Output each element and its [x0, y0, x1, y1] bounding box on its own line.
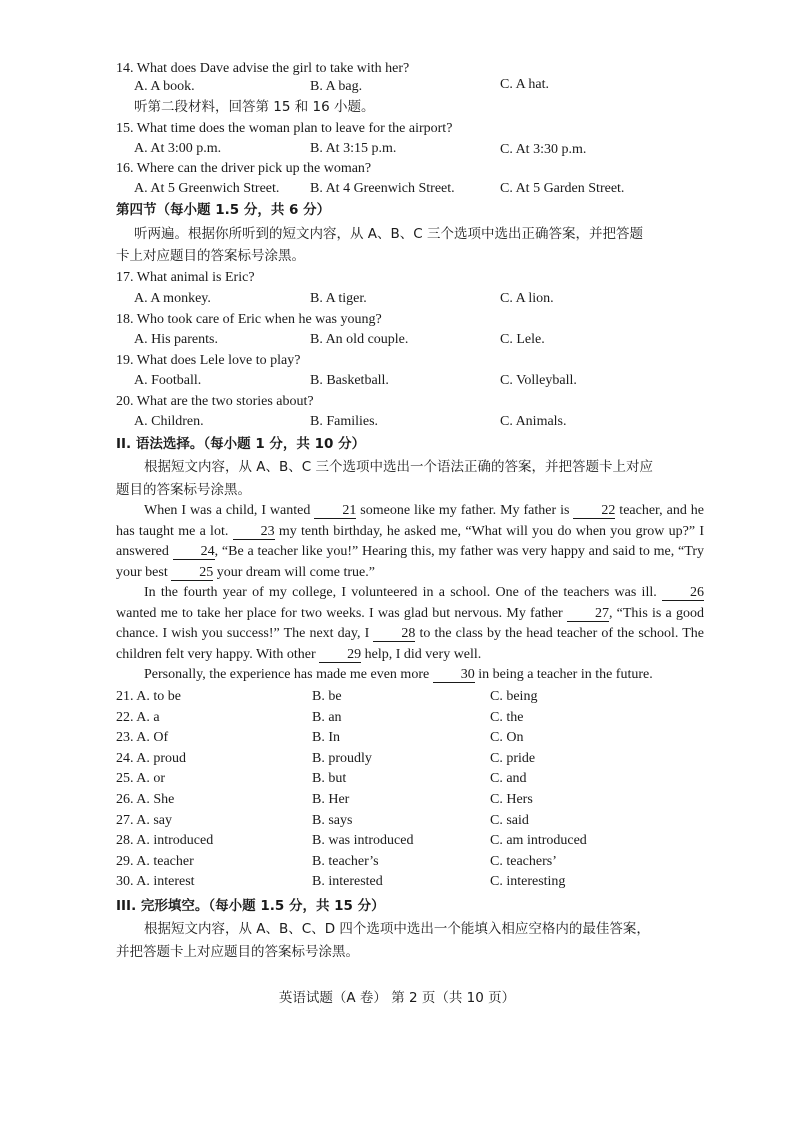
part3-instructions-line2: 并把答题卡上对应题目的答案标号涂黑。	[116, 944, 359, 960]
blank-29: 29	[319, 647, 361, 663]
q20-option-b: B. Families.	[310, 414, 379, 429]
section4-title: 第四节（每小题 1.5 分，共 6 分）	[116, 202, 331, 218]
blank-30: 30	[433, 667, 475, 683]
section4-instructions-line2: 卡上对应题目的答案标号涂黑。	[116, 248, 305, 264]
grammar-q22-option-a: 22. A. a	[116, 709, 160, 725]
grammar-q24-option-a: 24. A. proud	[116, 750, 186, 766]
passage-text: Personally, the experience has made me even more	[144, 667, 433, 682]
grammar-q26-option-c: C. Hers	[490, 792, 533, 807]
q19-option-c: C. Volleyball.	[500, 373, 577, 388]
blank-26: 26	[662, 585, 704, 601]
grammar-q30-option-c: C. interesting	[490, 874, 566, 890]
grammar-q29-option-b: B. teacher’s	[312, 853, 379, 869]
grammar-q29-option-a: 29. A. teacher	[116, 853, 194, 869]
q19-option-b: B. Basketball.	[310, 373, 389, 388]
q15-option-a: A. At 3:00 p.m.	[134, 141, 222, 156]
grammar-q23-option-c: C. On	[490, 730, 524, 746]
part3-instructions-line1: 根据短文内容，从 A、B、C、D 四个选项中选出一个能填入相应空格内的最佳答案，	[144, 921, 650, 937]
grammar-q22-option-b: B. an	[312, 709, 342, 725]
passage-text: When I was a child, I wanted	[144, 503, 315, 518]
question-18: 18. Who took care of Eric when he was young?	[116, 312, 382, 327]
passage-paragraph-3	[116, 665, 704, 686]
blank-24: 24	[173, 544, 215, 560]
blank-23: 23	[233, 524, 275, 540]
q15-option-b: B. At 3:15 p.m.	[310, 141, 397, 156]
blank-25: 25	[171, 565, 213, 581]
grammar-q21-option-c: C. being	[490, 689, 538, 704]
passage-text: someone like my father. My father is	[356, 503, 574, 518]
page-footer: 英语试题（A 卷） 第 2 页（共 10 页）	[278, 990, 516, 1006]
question-15: 15. What time does the woman plan to leave for the airport?	[116, 121, 453, 136]
passage-text: In the fourth year of my college, I volunteered in a school. One of the teachers was ill.	[144, 585, 662, 600]
section2-note: 听第二段材料，回答第 15 和 16 小题。	[134, 99, 375, 115]
q18-option-a: A. His parents.	[134, 332, 218, 347]
part2-instructions-line2: 题目的答案标号涂黑。	[116, 482, 251, 498]
q17-option-c: C. A lion.	[500, 291, 554, 306]
grammar-q30-option-a: 30. A. interest	[116, 874, 195, 890]
grammar-q28-option-b: B. was introduced	[312, 833, 414, 849]
blank-27: 27	[567, 606, 609, 622]
grammar-q26-option-a: 26. A. She	[116, 792, 175, 807]
passage-text: teacher, and he has taught me a lot.	[116, 503, 704, 539]
q17-option-a: A. A monkey.	[134, 291, 211, 306]
grammar-q30-option-b: B. interested	[312, 874, 383, 890]
q19-option-a: A. Football.	[134, 373, 202, 388]
q20-option-a: A. Children.	[134, 414, 204, 429]
grammar-q28-option-a: 28. A. introduced	[116, 833, 214, 849]
grammar-q21-option-b: B. be	[312, 689, 342, 704]
question-16: 16. Where can the driver pick up the woman?	[116, 161, 372, 176]
grammar-q27-option-c: C. said	[490, 812, 529, 828]
grammar-q24-option-b: B. proudly	[312, 750, 372, 766]
q16-option-a: A. At 5 Greenwich Street.	[134, 181, 280, 196]
grammar-q28-option-c: C. am introduced	[490, 833, 587, 849]
q14-option-c: C. A hat.	[500, 77, 550, 92]
question-19: 19. What does Lele love to play?	[116, 353, 301, 368]
grammar-q23-option-b: B. In	[312, 730, 340, 746]
grammar-q21-option-a: 21. A. to be	[116, 689, 181, 704]
passage-text: in being a teacher in the future.	[474, 667, 653, 682]
grammar-q25-option-a: 25. A. or	[116, 771, 165, 787]
grammar-q25-option-b: B. but	[312, 771, 347, 787]
passage-paragraph-2	[116, 583, 704, 665]
grammar-q26-option-b: B. Her	[312, 792, 350, 807]
grammar-q27-option-a: 27. A. say	[116, 812, 172, 828]
q17-option-b: B. A tiger.	[310, 291, 367, 306]
q18-option-b: B. An old couple.	[310, 332, 409, 347]
grammar-q25-option-c: C. and	[490, 771, 527, 787]
passage-text: to the class by the head teacher of the school. The children felt very happy. With other	[116, 626, 704, 662]
blank-22: 22	[573, 503, 615, 519]
grammar-q23-option-a: 23. A. Of	[116, 730, 169, 746]
question-17: 17. What animal is Eric?	[116, 270, 255, 285]
section4-instructions-line1: 听两遍。根据你所听到的短文内容，从 A、B、C 三个选项中选出正确答案，并把答题	[134, 226, 644, 242]
passage-text: help, I did very well.	[361, 646, 482, 662]
q20-option-c: C. Animals.	[500, 414, 567, 429]
passage-text: wanted me to take her place for two weeks. I was glad but nervous. My father	[116, 605, 567, 621]
blank-21: 21	[314, 503, 356, 519]
q16-option-b: B. At 4 Greenwich Street.	[310, 181, 455, 196]
part2-title: II. 语法选择。（每小题 1 分，共 10 分）	[116, 436, 366, 452]
q14-option-b: B. A bag.	[310, 79, 363, 94]
q15-option-c: C. At 3:30 p.m.	[500, 142, 587, 157]
part3-title: III. 完形填空。（每小题 1.5 分，共 15 分）	[116, 898, 385, 914]
passage-text: your dream will come true.”	[213, 564, 375, 580]
passage-text: , “This is a good chance. I wish you success!” The next day, I	[116, 605, 704, 641]
grammar-q24-option-c: C. pride	[490, 750, 536, 766]
q16-option-c: C. At 5 Garden Street.	[500, 181, 625, 196]
question-14: 14. What does Dave advise the girl to take with her?	[116, 61, 410, 76]
q14-option-a: A. A book.	[134, 79, 195, 94]
q18-option-c: C. Lele.	[500, 332, 545, 347]
grammar-q27-option-b: B. says	[312, 812, 353, 828]
part2-instructions-line1: 根据短文内容，从 A、B、C 三个选项中选出一个语法正确的答案，并把答题卡上对应	[144, 459, 654, 475]
blank-28: 28	[373, 626, 415, 642]
grammar-q29-option-c: C. teachers’	[490, 853, 557, 869]
grammar-q22-option-c: C. the	[490, 709, 524, 725]
passage-text: , “Be a teacher like you!” Hearing this, my father was very happy and said to me, “Try your best	[116, 544, 704, 580]
question-20: 20. What are the two stories about?	[116, 394, 314, 409]
passage-paragraph-1	[116, 501, 704, 583]
passage-text: my tenth birthday, he asked me, “What will you do when you grow up?” I answered	[116, 523, 704, 559]
